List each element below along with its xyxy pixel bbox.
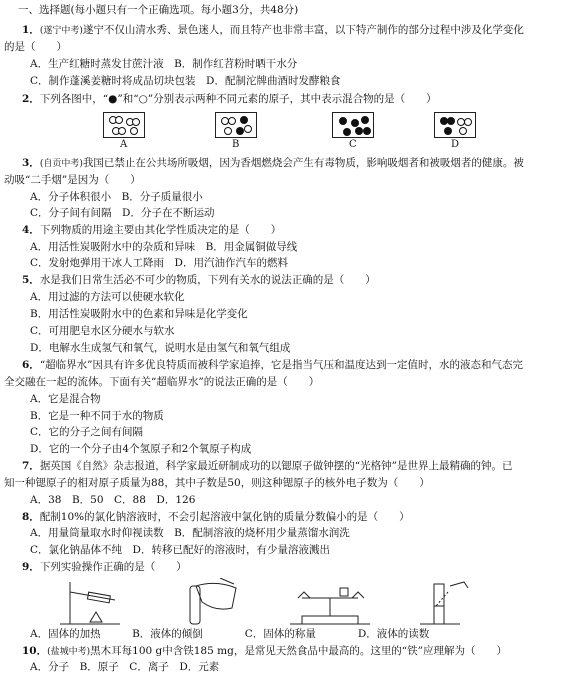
q6-option-b: B．它是一种不同于水的物质 bbox=[30, 410, 164, 422]
q1-options-ab: A．生产红糖时蒸发甘蔗汁液 B．制作红苕粉时晒干水分 bbox=[30, 58, 298, 70]
q3-options-cd: C．分子间有间隔 D．分子在不断运动 bbox=[30, 207, 215, 219]
diagram-box-b bbox=[215, 112, 257, 138]
question-10: 10．(盐城中考)黑木耳每100 g中含铁185 mg，是常见天然食品中最高的。这里的“铁”应理解为（ ） bbox=[22, 645, 508, 657]
q5-option-a: A．用过滤的方法可以使硬水软化 bbox=[30, 291, 185, 303]
reading-liquid-figure bbox=[420, 582, 468, 624]
question-8: 8．配制10%的氯化钠溶液时，不会引起溶液中氯化钠的质量分数偏小的是（ ） bbox=[22, 511, 410, 523]
q1-options-cd: C．制作蓬溪姜糖时将成品切块包装 D．配制沱牌曲酒时发酵粮食 bbox=[30, 75, 341, 87]
q5-option-b: B．用活性炭吸附水中的色素和异味是化学变化 bbox=[30, 308, 248, 320]
q4-options-ab: A．用活性炭吸附水中的杂质和异味 B．用金属铜做导线 bbox=[30, 241, 298, 253]
box-label-b: B bbox=[232, 139, 240, 150]
heating-solid-figure bbox=[60, 582, 120, 624]
question-2: 2．下列各图中，“●”和“○”分别表示两种不同元素的原子，其中表示混合物的是（ ） bbox=[22, 93, 437, 105]
question-7-tail: 知一种锶原子的相对原子质量为88，其中子数是50，则这种锶原子的核外电子数为（ ） bbox=[4, 477, 430, 489]
diagram-box-d bbox=[434, 112, 476, 138]
question-3: 3．(自贡中考)我国已禁止在公共场所吸烟，因为香烟燃烧会产生有毒物质，影响吸烟者和被吸烟者的健康。被 bbox=[22, 157, 524, 169]
q4-options-cd: C．发射炮弹用干冰人工降雨 D．用汽油作汽车的燃料 bbox=[30, 257, 288, 269]
diagram-box-c bbox=[332, 112, 374, 138]
lab-figures bbox=[40, 578, 540, 626]
q8-options-ab: A．用量筒量取水时仰视读数 B．配制溶液的烧杯用少量蒸馏水润洗 bbox=[30, 527, 350, 539]
question-1-tail: 的是（ ） bbox=[4, 41, 67, 53]
box-label-c: C bbox=[349, 139, 357, 150]
box-label-d: D bbox=[451, 139, 460, 150]
question-7: 7．据英国《自然》杂志报道，科学家最近研制成功的以锶原子做钟摆的“光格钟”是世界上最精确的钟。已 bbox=[22, 460, 513, 472]
question-6-tail: 全交融在一起的流体。下面有关“超临界水”的说法正确的是（ ） bbox=[4, 376, 320, 388]
q6-option-c: C．它的分子之间有间隔 bbox=[30, 426, 144, 438]
q6-option-a: A．它是混合物 bbox=[30, 393, 101, 405]
question-5: 5．水是我们日常生活必不可少的物质，下列有关水的说法正确的是（ ） bbox=[22, 274, 376, 286]
pouring-liquid-figure bbox=[190, 578, 236, 624]
q5-option-c: C．可用肥皂水区分硬水与软水 bbox=[30, 325, 175, 337]
q3-options-ab: A．分子体积很小 B．分子质量很小 bbox=[30, 191, 203, 203]
question-6: 6．“超临界水”因具有许多优良特质而被科学家追捧，它是指当气压和温度达到一定值时，水的液态和气态完 bbox=[22, 359, 524, 371]
box-label-a: A bbox=[120, 139, 128, 150]
question-9: 9．下列实验操作正确的是（ ） bbox=[22, 561, 187, 573]
q5-option-d: D．电解水生成氢气和氧气，说明水是由氢气和氧气组成 bbox=[30, 342, 291, 354]
q7-options: A．38 B．50 C．88 D．126 bbox=[30, 494, 196, 506]
q10-options: A．分子 B．原子 C．离子 D．元素 bbox=[30, 661, 220, 673]
question-4: 4．下列物质的用途主要由其化学性质决定的是（ ） bbox=[22, 224, 282, 236]
question-3-tail: 动吸“二手烟”是因为（ ） bbox=[4, 174, 141, 186]
diagram-box-a bbox=[103, 112, 145, 138]
q9-options: A．固体的加热 B．液体的倾倒 C．固体的称量 D．液体的读数 bbox=[30, 628, 430, 640]
weighing-solid-figure bbox=[290, 588, 370, 624]
q6-option-d: D．它的一个分子由4个氢原子和2个氧原子构成 bbox=[30, 443, 252, 455]
q8-options-cd: C．氯化钠晶体不纯 D．转移已配好的溶液时，有少量溶液溅出 bbox=[30, 544, 330, 556]
question-1: 1．(遂宁中考)遂宁不仅山清水秀、景色迷人，而且特产也非常丰富，以下特产制作的部分过程中涉及化学变化 bbox=[22, 24, 524, 36]
section-heading: 一、选择题(每小题只有一个正确选项。每小题3分，共48分) bbox=[18, 4, 299, 16]
